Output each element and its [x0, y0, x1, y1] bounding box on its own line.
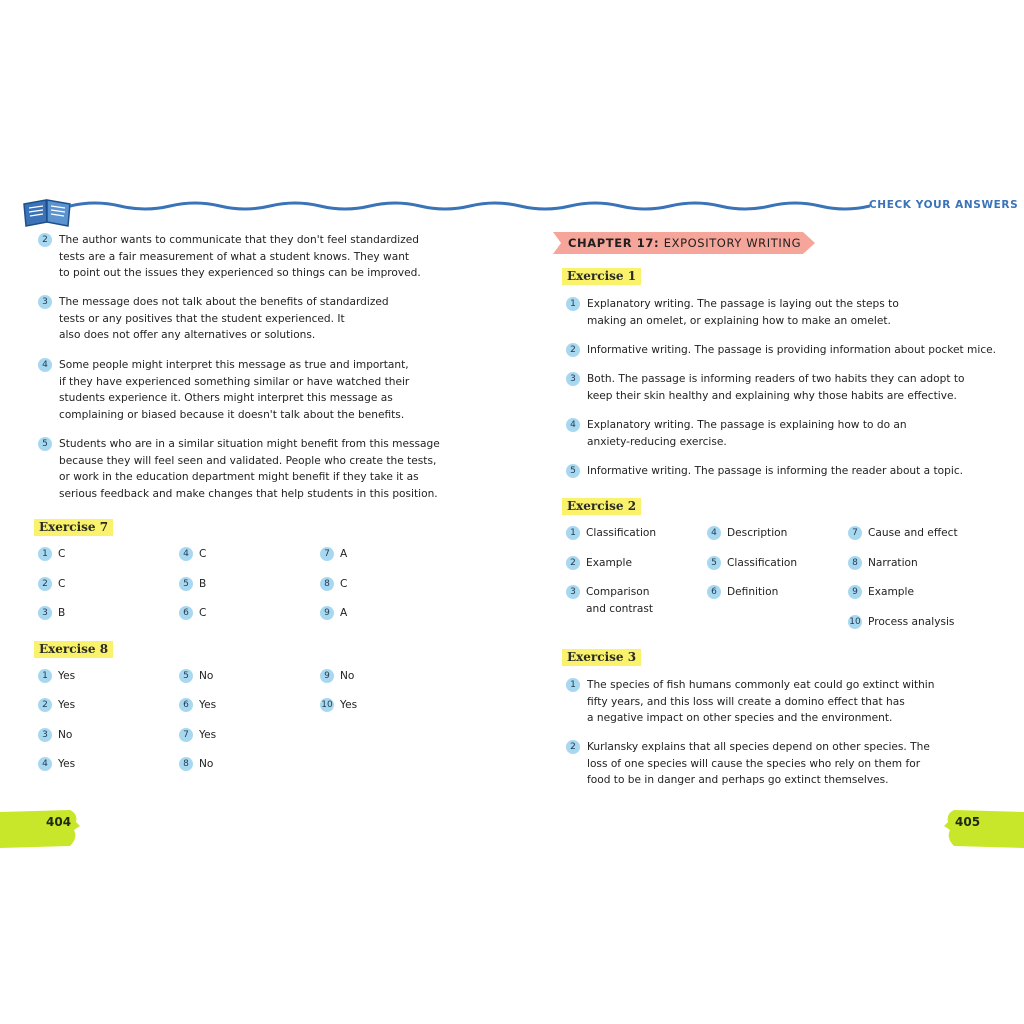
answer-item [179, 668, 213, 685]
answer-item [320, 697, 357, 714]
answer-text: C [199, 548, 207, 560]
list-item [566, 677, 1006, 727]
answer-text: Both. The passage is informing readers of two habits they can adopt to keep their skin healthy and explaining why those habits are effective. [587, 373, 965, 402]
number-bubble: 2 [38, 233, 52, 247]
number-bubble: 3 [38, 728, 52, 742]
answer-item [848, 525, 958, 542]
number-bubble: 5 [179, 577, 193, 591]
page-number-left: 404 [46, 815, 72, 829]
number-bubble: 1 [38, 547, 52, 561]
answer-text: No [199, 670, 214, 682]
number-bubble: 5 [566, 464, 580, 478]
answer-text: Explanatory writing. The passage is explaining how to do an anxiety-reducing exercise. [587, 419, 907, 448]
answer-text: Example [868, 586, 914, 598]
list-item [566, 342, 1006, 359]
chapter-title: EXPOSITORY WRITING [663, 236, 802, 250]
answer-text: Yes [340, 699, 358, 711]
answer-item [38, 576, 65, 593]
number-bubble: 5 [38, 437, 52, 451]
number-bubble: 7 [179, 728, 193, 742]
answer-text: Comparison and contrast [586, 586, 653, 615]
number-bubble: 1 [38, 669, 52, 683]
chapter-prefix: CHAPTER 17: [568, 236, 660, 250]
number-bubble: 2 [38, 577, 52, 591]
answer-item [38, 546, 65, 563]
number-bubble: 9 [320, 669, 334, 683]
list-item [566, 417, 1006, 450]
number-bubble: 7 [848, 526, 862, 540]
answer-text: No [340, 670, 355, 682]
answer-item [38, 605, 65, 622]
answer-item [707, 555, 797, 572]
answer-item [38, 756, 75, 773]
header-title: CHECK YOUR ANSWERS [869, 199, 1019, 211]
answer-text: Yes [58, 670, 76, 682]
answer-item [320, 605, 347, 622]
answer-item [566, 555, 632, 572]
number-bubble: 3 [566, 372, 580, 386]
answer-text: The message does not talk about the benefits of standardized tests or any positives that the student experienced. It also does not offer any alternatives or solutions. [59, 296, 389, 342]
answer-text: C [340, 578, 348, 590]
answer-text: The author wants to communicate that they don't feel standardized tests are a fair measurement of what a student knows. They want to point out the issues they experienced so things can be improved. [59, 234, 421, 280]
number-bubble: 8 [320, 577, 334, 591]
number-bubble: 9 [320, 606, 334, 620]
number-bubble: 8 [179, 757, 193, 771]
answer-text: Definition [727, 586, 779, 598]
answer-item [320, 546, 347, 563]
answer-item [179, 546, 206, 563]
answer-text: Explanatory writing. The passage is laying out the steps to making an omelet, or explaining how to make an omelet. [587, 298, 899, 327]
number-bubble: 6 [179, 698, 193, 712]
answer-text: Yes [58, 758, 76, 770]
answer-text: Cause and effect [868, 527, 958, 539]
number-bubble: 3 [38, 606, 52, 620]
number-bubble: 5 [707, 556, 721, 570]
exercise-8-label: Exercise 8 [34, 641, 113, 658]
answer-item [848, 584, 914, 601]
answer-text: A [340, 607, 348, 619]
answer-text: Informative writing. The passage is informing the reader about a topic. [587, 465, 964, 477]
header-wave-line [70, 196, 870, 216]
answer-text: Kurlansky explains that all species depend on other species. The loss of one species will cause the species who rely on them for food to be in danger and perhaps go extinct themselves. [587, 741, 930, 787]
answer-text: Yes [199, 729, 217, 741]
number-bubble: 2 [566, 343, 580, 357]
answer-item [179, 605, 206, 622]
number-bubble: 7 [320, 547, 334, 561]
answer-text: A [340, 548, 348, 560]
answer-item [179, 576, 206, 593]
list-item [38, 436, 478, 502]
answer-text: Example [586, 557, 632, 569]
number-bubble: 5 [179, 669, 193, 683]
answer-item [38, 697, 75, 714]
answer-item [320, 576, 347, 593]
exercise-1-label: Exercise 1 [562, 268, 641, 285]
list-item [566, 463, 1006, 480]
answer-text: Some people might interpret this message as true and important, if they have experienced something similar or have watched their students experience it. Others might interpret this message as complaining or biased because it doesn't talk about the benefits. [59, 359, 410, 421]
answer-item [38, 668, 75, 685]
list-item [566, 739, 1006, 789]
answer-item [566, 584, 653, 617]
number-bubble: 4 [179, 547, 193, 561]
list-item [38, 294, 478, 344]
number-bubble: 4 [566, 418, 580, 432]
list-item [38, 357, 478, 423]
answer-item [179, 756, 213, 773]
number-bubble: 6 [707, 585, 721, 599]
answer-item [707, 525, 787, 542]
list-item [566, 296, 1006, 329]
answer-item [707, 584, 778, 601]
answer-text: B [58, 607, 66, 619]
answer-text: C [199, 607, 207, 619]
number-bubble: 6 [179, 606, 193, 620]
answer-text: B [199, 578, 207, 590]
number-bubble: 1 [566, 526, 580, 540]
answer-text: C [58, 548, 66, 560]
answer-text: Classification [727, 557, 798, 569]
answer-text: Process analysis [868, 616, 955, 628]
list-item [566, 371, 1006, 404]
exercise-2-label: Exercise 2 [562, 498, 641, 515]
chapter-heading [568, 236, 801, 250]
answer-item [848, 614, 954, 631]
number-bubble: 2 [566, 740, 580, 754]
number-bubble: 10 [849, 617, 861, 627]
answer-item [848, 555, 918, 572]
number-bubble: 3 [566, 585, 580, 599]
answer-item [179, 727, 216, 744]
number-bubble: 9 [848, 585, 862, 599]
answer-item [179, 697, 216, 714]
answer-text: The species of fish humans commonly eat could go extinct within fifty years, and this loss will create a domino effect that has a negative impact on other species and the environment. [587, 679, 935, 725]
number-bubble: 1 [566, 678, 580, 692]
answer-text: Classification [586, 527, 657, 539]
answer-item [566, 525, 656, 542]
exercise-3-label: Exercise 3 [562, 649, 641, 666]
number-bubble: 3 [38, 295, 52, 309]
answer-text: C [58, 578, 66, 590]
number-bubble: 4 [707, 526, 721, 540]
answer-item [38, 727, 72, 744]
number-bubble: 4 [38, 358, 52, 372]
number-bubble: 2 [566, 556, 580, 570]
number-bubble: 4 [38, 757, 52, 771]
number-bubble: 10 [321, 700, 333, 710]
answer-text: Students who are in a similar situation might benefit from this message because they will feel seen and validated. People who create the tests, or work in the education department might benefit if they take it as serious feedback and make changes that help students in this position. [59, 438, 440, 500]
open-book-icon [20, 196, 74, 228]
number-bubble: 8 [848, 556, 862, 570]
answer-text: Yes [199, 699, 217, 711]
answer-text: No [199, 758, 214, 770]
answer-text: Informative writing. The passage is providing information about pocket mice. [587, 344, 997, 356]
page-number-right: 405 [955, 815, 981, 829]
answer-text: Yes [58, 699, 76, 711]
answer-item [320, 668, 354, 685]
answer-text: Description [727, 527, 788, 539]
number-bubble: 2 [38, 698, 52, 712]
exercise-7-label: Exercise 7 [34, 519, 113, 536]
answer-text: Narration [868, 557, 918, 569]
answer-text: No [58, 729, 73, 741]
list-item [38, 232, 478, 282]
number-bubble: 1 [566, 297, 580, 311]
